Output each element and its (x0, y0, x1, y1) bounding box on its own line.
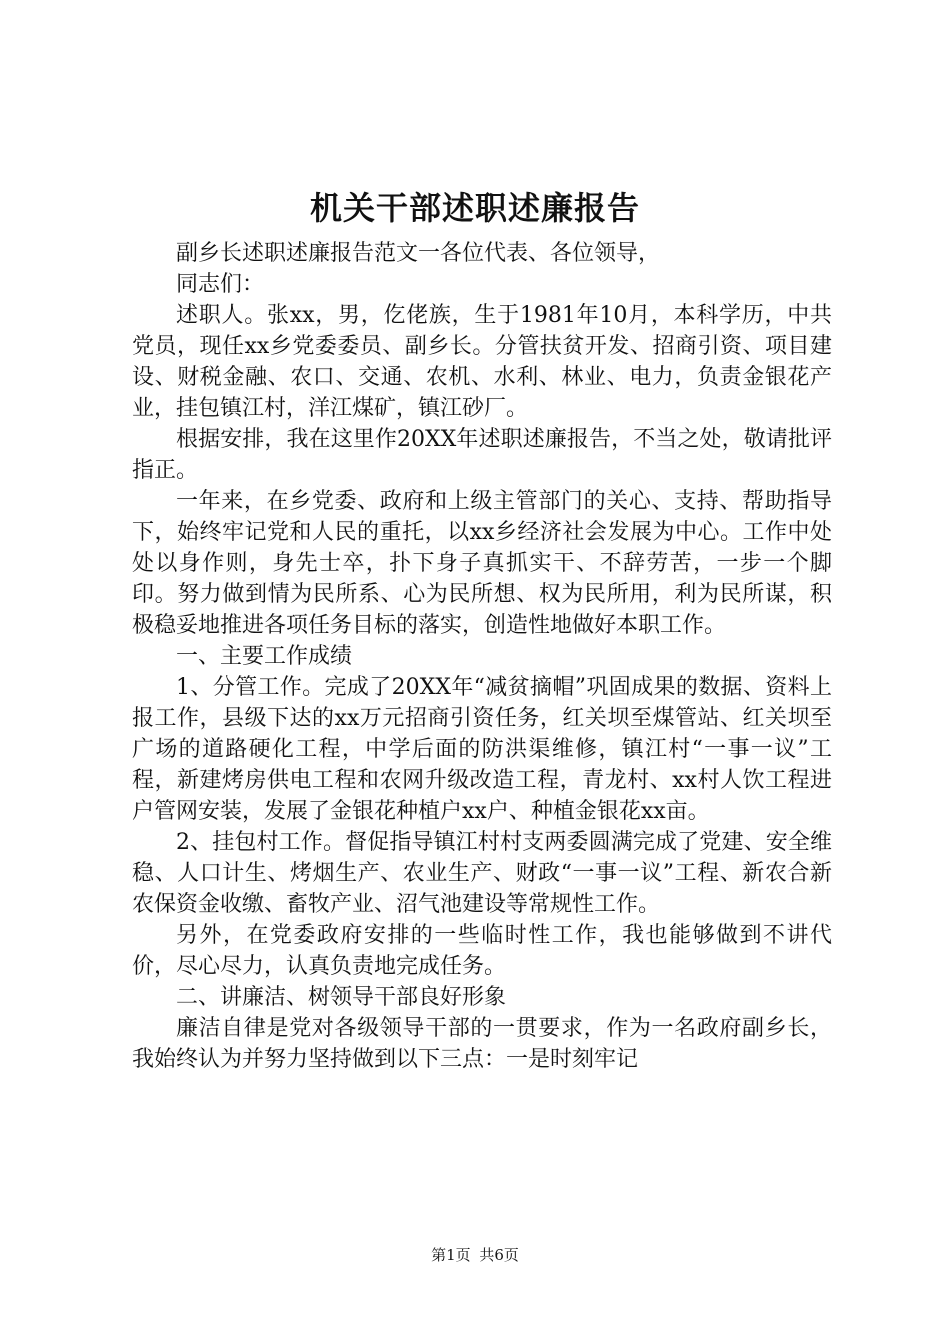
page-number-current: 第1页 (431, 1246, 471, 1264)
paragraph: 1、分管工作。完成了20XX年“减贫摘帽”巩固成果的数据、资料上报工作，县级下达的xx万元招商引资任务，红关坝至煤管站、红关坝至广场的道路硬化工程，中学后面的防洪渠维修，镇江村“一事一议”工程，新建烤房供电工程和农网升级改造工程，青龙村、xx村人饮工程进户管网安装，发展了金银花种植户xx户、种植金银花xx亩。 (132, 675, 832, 824)
paragraph: 述职人。张xx，男，仡佬族，生于1981年10月，本科学历，中共党员，现任xx乡党委委员、副乡长。分管扶贫开发、招商引资、项目建设、财税金融、农口、交通、农机、水利、林业、电力，负责金银花产业，挂包镇江村，洋江煤矿，镇江砂厂。 (132, 303, 832, 421)
page-number-total: 共6页 (479, 1246, 519, 1264)
paragraph: 同志们： (176, 272, 265, 297)
document-title: 机关干部述职述廉报告 (309, 189, 640, 227)
paragraph: 廉洁自律是党对各级领导干部的一贯要求，作为一名政府副乡长，我始终认为并努力坚持做到以下三点：一是时刻牢记 (132, 1016, 832, 1072)
page-footer (0, 1244, 950, 1266)
paragraph: 另外，在党委政府安排的一些临时性工作，我也能够做到不讲代价，尽心尽力，认真负责地完成任务。 (132, 923, 832, 979)
paragraph: 根据安排，我在这里作20XX年述职述廉报告，不当之处，敬请批评指正。 (132, 427, 832, 483)
paragraph: 一年来，在乡党委、政府和上级主管部门的关心、支持、帮助指导下，始终牢记党和人民的重托，以xx乡经济社会发展为中心。工作中处处以身作则，身先士卒，扑下身子真抓实干、不辞劳苦，一步一个脚印。努力做到情为民所系、心为民所想、权为民所用，利为民所谋，积极稳妥地推进各项任务目标的落实，创造性地做好本职工作。 (132, 489, 832, 638)
section-heading: 一、主要工作成绩 (176, 644, 353, 669)
document-body (132, 238, 832, 1075)
section-heading: 二、讲廉洁、树领导干部良好形象 (176, 985, 507, 1010)
paragraph: 2、挂包村工作。督促指导镇江村村支两委圆满完成了党建、安全维稳、人口计生、烤烟生产、农业生产、财政“一事一议”工程、新农合新农保资金收缴、畜牧产业、沼气池建设等常规性工作。 (132, 830, 832, 917)
paragraph: 副乡长述职述廉报告范文一各位代表、各位领导， (176, 241, 661, 266)
